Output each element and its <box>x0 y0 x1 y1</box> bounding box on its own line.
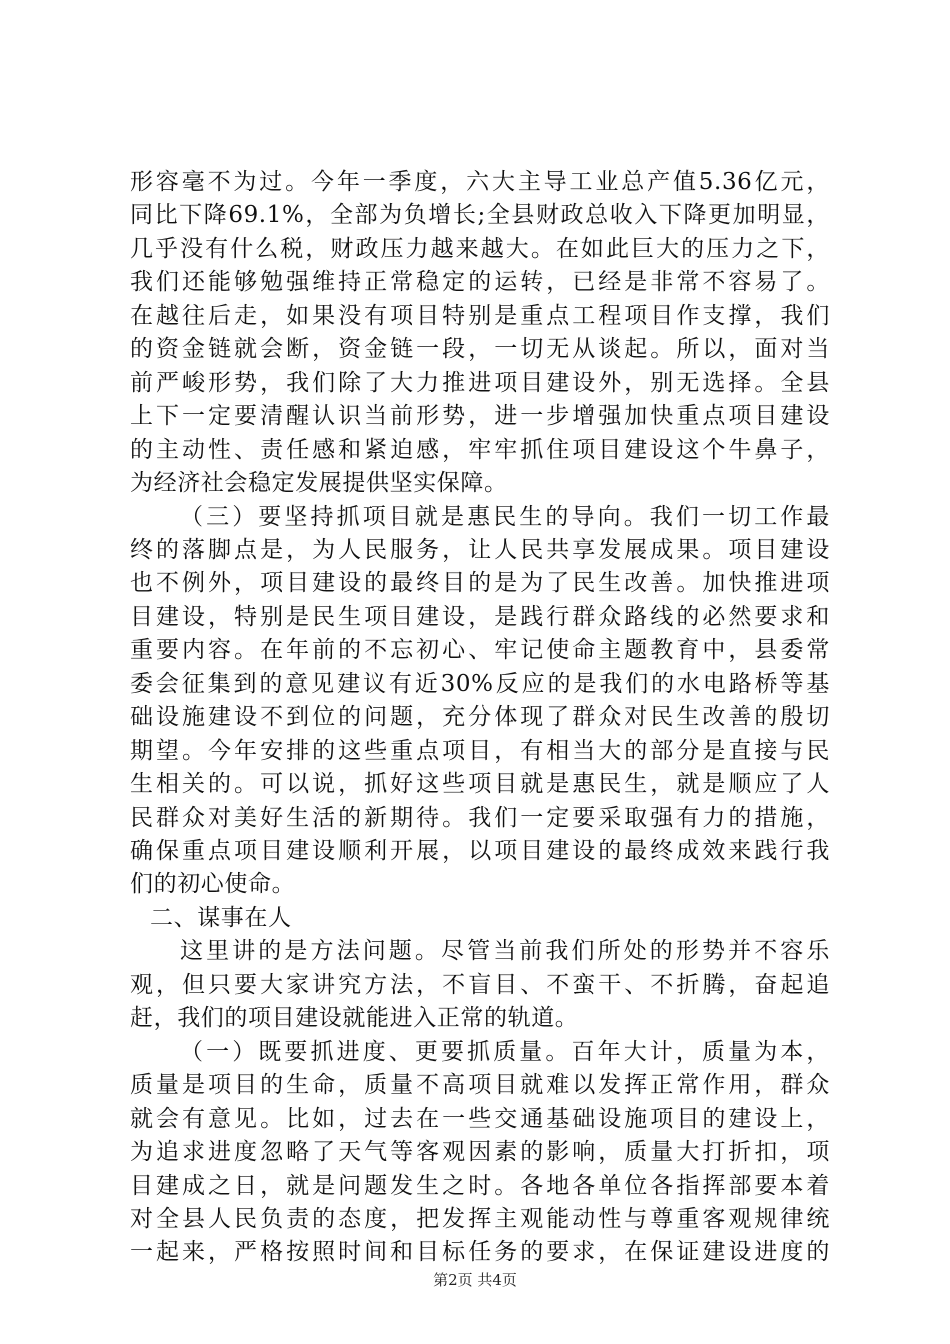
body-text-line: 观，但只要大家讲究方法，不盲目、不蛮干、不折腾，奋起追 <box>130 971 830 998</box>
body-text-line: 也不例外，项目建设的最终目的是为了民生改善。加快推进项 <box>130 570 830 597</box>
body-text-line: 的主动性、责任感和紧迫感，牢牢抓住项目建设这个牛鼻子， <box>130 436 830 463</box>
body-text-line: 一起来，严格按照时间和目标任务的要求，在保证建设进度的 <box>130 1239 830 1266</box>
body-text-line: 民群众对美好生活的新期待。我们一定要采取强有力的措施， <box>130 804 830 831</box>
body-text-line: 重要内容。在年前的不忘初心、牢记使命主题教育中，县委常 <box>130 637 830 664</box>
body-text-line: （一）既要抓进度、更要抓质量。百年大计，质量为本， <box>180 1038 830 1065</box>
body-text-line: 委会征集到的意见建议有近30%反应的是我们的水电路桥等基 <box>130 670 830 697</box>
body-text-line: 为追求进度忽略了天气等客观因素的影响，质量大打折扣，项 <box>130 1139 830 1166</box>
body-text-line: 在越往后走，如果没有项目特别是重点工程项目作支撑，我们 <box>130 302 830 329</box>
body-text-line: 确保重点项目建设顺利开展，以项目建设的最终成效来践行我 <box>130 838 830 864</box>
body-text-line: 就会有意见。比如，过去在一些交通基础设施项目的建设上， <box>130 1105 830 1132</box>
body-text-line: 期望。今年安排的这些重点项目，有相当大的部分是直接与民 <box>130 737 830 764</box>
body-text-line: 生相关的。可以说，抓好这些项目就是惠民生，就是顺应了人 <box>130 771 830 798</box>
body-text-line: 终的落脚点是，为人民服务，让人民共享发展成果。项目建设 <box>130 536 830 563</box>
body-text-line: （三）要坚持抓项目就是惠民生的导向。我们一切工作最 <box>180 503 830 530</box>
body-text-line: 前严峻形势，我们除了大力推进项目建设外，别无选择。全县 <box>130 369 830 396</box>
body-text-line: 础设施建设不到位的问题，充分体现了群众对民生改善的殷切 <box>130 704 830 731</box>
body-text-line: 我们还能够勉强维持正常稳定的运转，已经是非常不容易了。 <box>130 269 830 296</box>
body-text-line: 形容毫不为过。今年一季度，六大主导工业总产值5.36亿元， <box>130 169 830 195</box>
body-text-line: 上下一定要清醒认识当前形势，进一步增强加快重点项目建设 <box>130 403 830 430</box>
body-text-line: 的资金链就会断，资金链一段，一切无从谈起。所以，面对当 <box>130 336 830 363</box>
body-text-line: 质量是项目的生命，质量不高项目就难以发挥正常作用，群众 <box>130 1072 830 1099</box>
body-text-line: 二、谋事在人 <box>150 904 292 931</box>
body-text-line: 目建设，特别是民生项目建设，是践行群众路线的必然要求和 <box>130 603 830 630</box>
body-text-line: 对全县人民负责的态度，把发挥主观能动性与尊重客观规律统 <box>130 1205 830 1232</box>
body-text-line: 赶，我们的项目建设就能进入正常的轨道。 <box>130 1005 579 1032</box>
body-text-line: 目建成之日，就是问题发生之时。各地各单位各指挥部要本着 <box>130 1172 830 1199</box>
body-text-line: 为经济社会稳定发展提供坚实保障。 <box>130 470 508 497</box>
page-footer: 第2页 共4页 <box>433 1271 517 1289</box>
body-text-line: 同比下降69.1%，全部为负增长;全县财政总收入下降更加明显， <box>130 202 830 229</box>
body-text-line: 几乎没有什么税，财政压力越来越大。在如此巨大的压力之下， <box>130 235 830 262</box>
body-text-line: 这里讲的是方法问题。尽管当前我们所处的形势并不容乐 <box>180 938 830 965</box>
body-text-line: 们的初心使命。 <box>130 871 296 898</box>
